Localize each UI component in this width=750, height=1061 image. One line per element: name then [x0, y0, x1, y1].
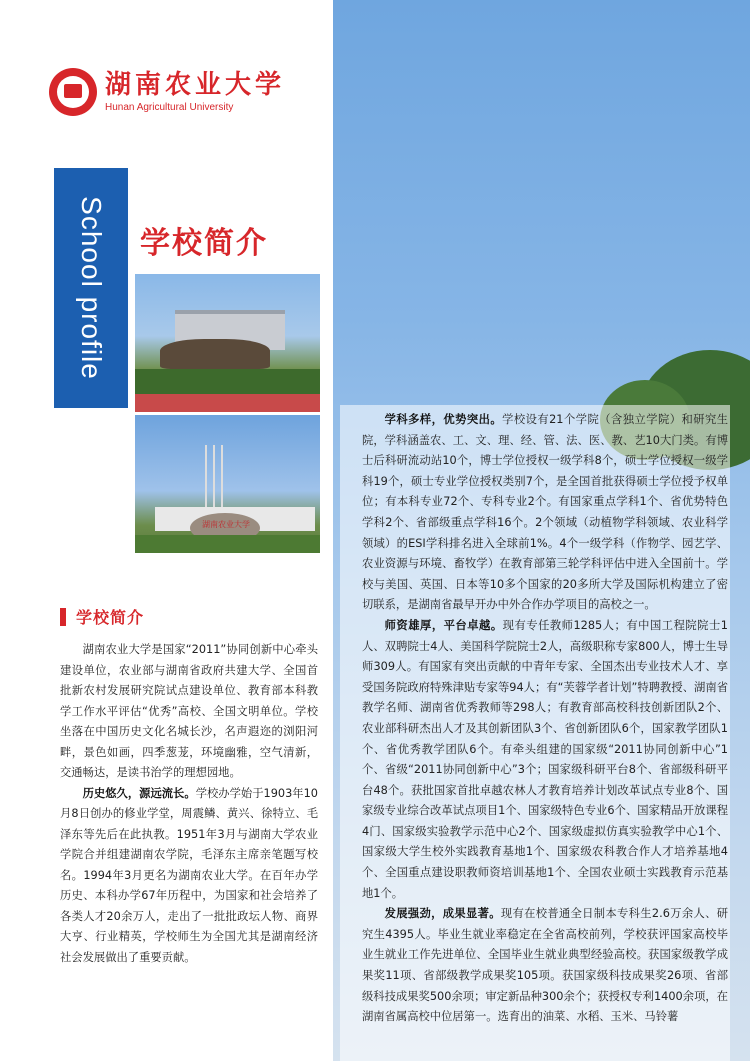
paragraph-text: 学校办学始于1903年10月8日创办的修业学堂，周震鳞、黄兴、徐特立、毛泽东等先后在此执教。1951年3月与湖南大学农业学院合并组建湖南农学院，毛泽东主席亲笔题写校名。1994年3月更名为湖南农业大学。在百年办学历史、本科办学67年历程中，为国家和社会培养了各类人才20余万人，走出了一批批政坛人物、商界大亨、行业精英，学校师生为全国尤其是湖南经济社会发展做出了重要贡献。 — [60, 786, 318, 964]
paragraph — [362, 616, 728, 904]
section-marker — [60, 608, 66, 626]
statue-shape — [160, 339, 270, 369]
paragraph-lead: 学科多样，优势突出。 — [384, 413, 503, 426]
paragraph — [60, 640, 318, 784]
campus-photo-gate — [135, 415, 320, 553]
flowerbed-shape — [135, 394, 320, 412]
grass-shape — [135, 535, 320, 553]
logo-text — [105, 70, 285, 114]
logo-name-en: Hunan Agricultural University — [105, 102, 234, 113]
paragraph-text: 湖南农业大学是国家“2011”协同创新中心牵头建设单位，农业部与湖南省政府共建大学、全国首批新农村发展研究院试点建设单位、教育部本科教学工作水平评估“优秀”高校、全国文明单位。学校坐落在中国历史文化名城长沙，名声遐迩的浏阳河畔，景色如画，四季葱茏，环境幽雅，空气清新，交通畅达，是读书治学的理想园地。 — [60, 643, 318, 779]
campus-photo-statue — [135, 274, 320, 412]
paragraph — [362, 904, 728, 1028]
vertical-title-wrap — [54, 168, 128, 408]
paragraph-lead: 发展强劲，成果显著。 — [384, 907, 501, 921]
logo-name-cn: 湖南农业大学 — [105, 70, 286, 100]
seal-icon — [49, 68, 97, 116]
section-title: 学校简介 — [76, 608, 145, 627]
right-column-text — [362, 410, 728, 1028]
paragraph — [60, 784, 318, 969]
paragraph-lead: 师资雄厚，平台卓越。 — [384, 618, 503, 632]
left-column-text — [60, 640, 318, 968]
paragraph-text: 学校设有21个学院（含独立学院）和研究生院，学科涵盖农、工、文、理、经、管、法、医、教、艺10大门类。有博士后科研流动站10个，博士学位授权一级学科8个，硕士学位授权一级学科19个，硕士专业学位授权类别7个，是全国首批获得硕士学位授予权单位；有本科专业72个、专科专业2个。有国家重点学科1个、省优势特色学科2个、省部级重点学科16个。2个领域（动植物学科领域、农业科学领域）的ESI学科排名进入全球前1%。4个一级学科（作物学、园艺学、农业资源与环境、畜牧学）在教育部第三轮学科评估中进入全国前十。学校与美国、英国、日本等10多个国家的20多所大学及国际机构建立了密切联系，是湖南省最早开办中外合作办学项目的高校之一。 — [362, 413, 728, 612]
paragraph-lead: 历史悠久，源远流长。 — [82, 786, 196, 800]
paragraph — [362, 410, 728, 616]
section-heading — [60, 605, 144, 628]
paragraph-text: 现有专任教师1285人；有中国工程院院士1人、双聘院士4人、美国科学院院士2人，高级职称专家800人，博士生导师309人。有国家有突出贡献的中青年专家、全国杰出专业技术人才、享受国务院政府特殊津贴专家等94人；有“芙蓉学者计划”特聘教授、湖南省教学名师、湖南省优秀教师等298人；有教育部高校科技创新团队2个、农业部科研杰出人才及其创新团队3个、省创新团队6个，国家教学团队1个、省优秀教学团队6个。有牵头组建的国家级“2011协同创新中心”1个、省级“2011协同创新中心”3个；国家级科研平台8个、省部级科研平台48个。获批国家首批卓越农林人才教育培养计划改革试点专业8个、国家级专业综合改革试点项目1个、国家级特色专业6个、国家精品开放课程4门、国家级实验教学示范中心2个、国家级虚拟仿真实验教学中心1个、国家级大学生校外实践教育基地1个、国家级农科教合作人才培养基地4个、全国重点建设职教师资培训基地1个、全国农业硕士实践教育示范基地1个。 — [362, 618, 728, 900]
page-title: 学校简介 — [140, 226, 268, 261]
university-logo — [49, 68, 285, 116]
paragraph-text: 现有在校普通全日制本专科生2.6万余人、研究生4395人。毕业生就业率稳定在全省高校前列，学校获评国家高校毕业生就业工作先进单位、全国毕业生就业典型经验高校。获国家级教学成果奖11项、省部级教学成果奖105项。获国家级科技成果奖26项、省部级科技成果奖500余项；审定新品种300余个；获授权专利1400余项，在湖南省属高校中位居第一。选育出的油菜、水稻、玉米、马铃薯 — [362, 907, 728, 1024]
vertical-title: School profile — [76, 196, 107, 380]
rock-inscription: 湖南农业大学 — [202, 520, 250, 529]
